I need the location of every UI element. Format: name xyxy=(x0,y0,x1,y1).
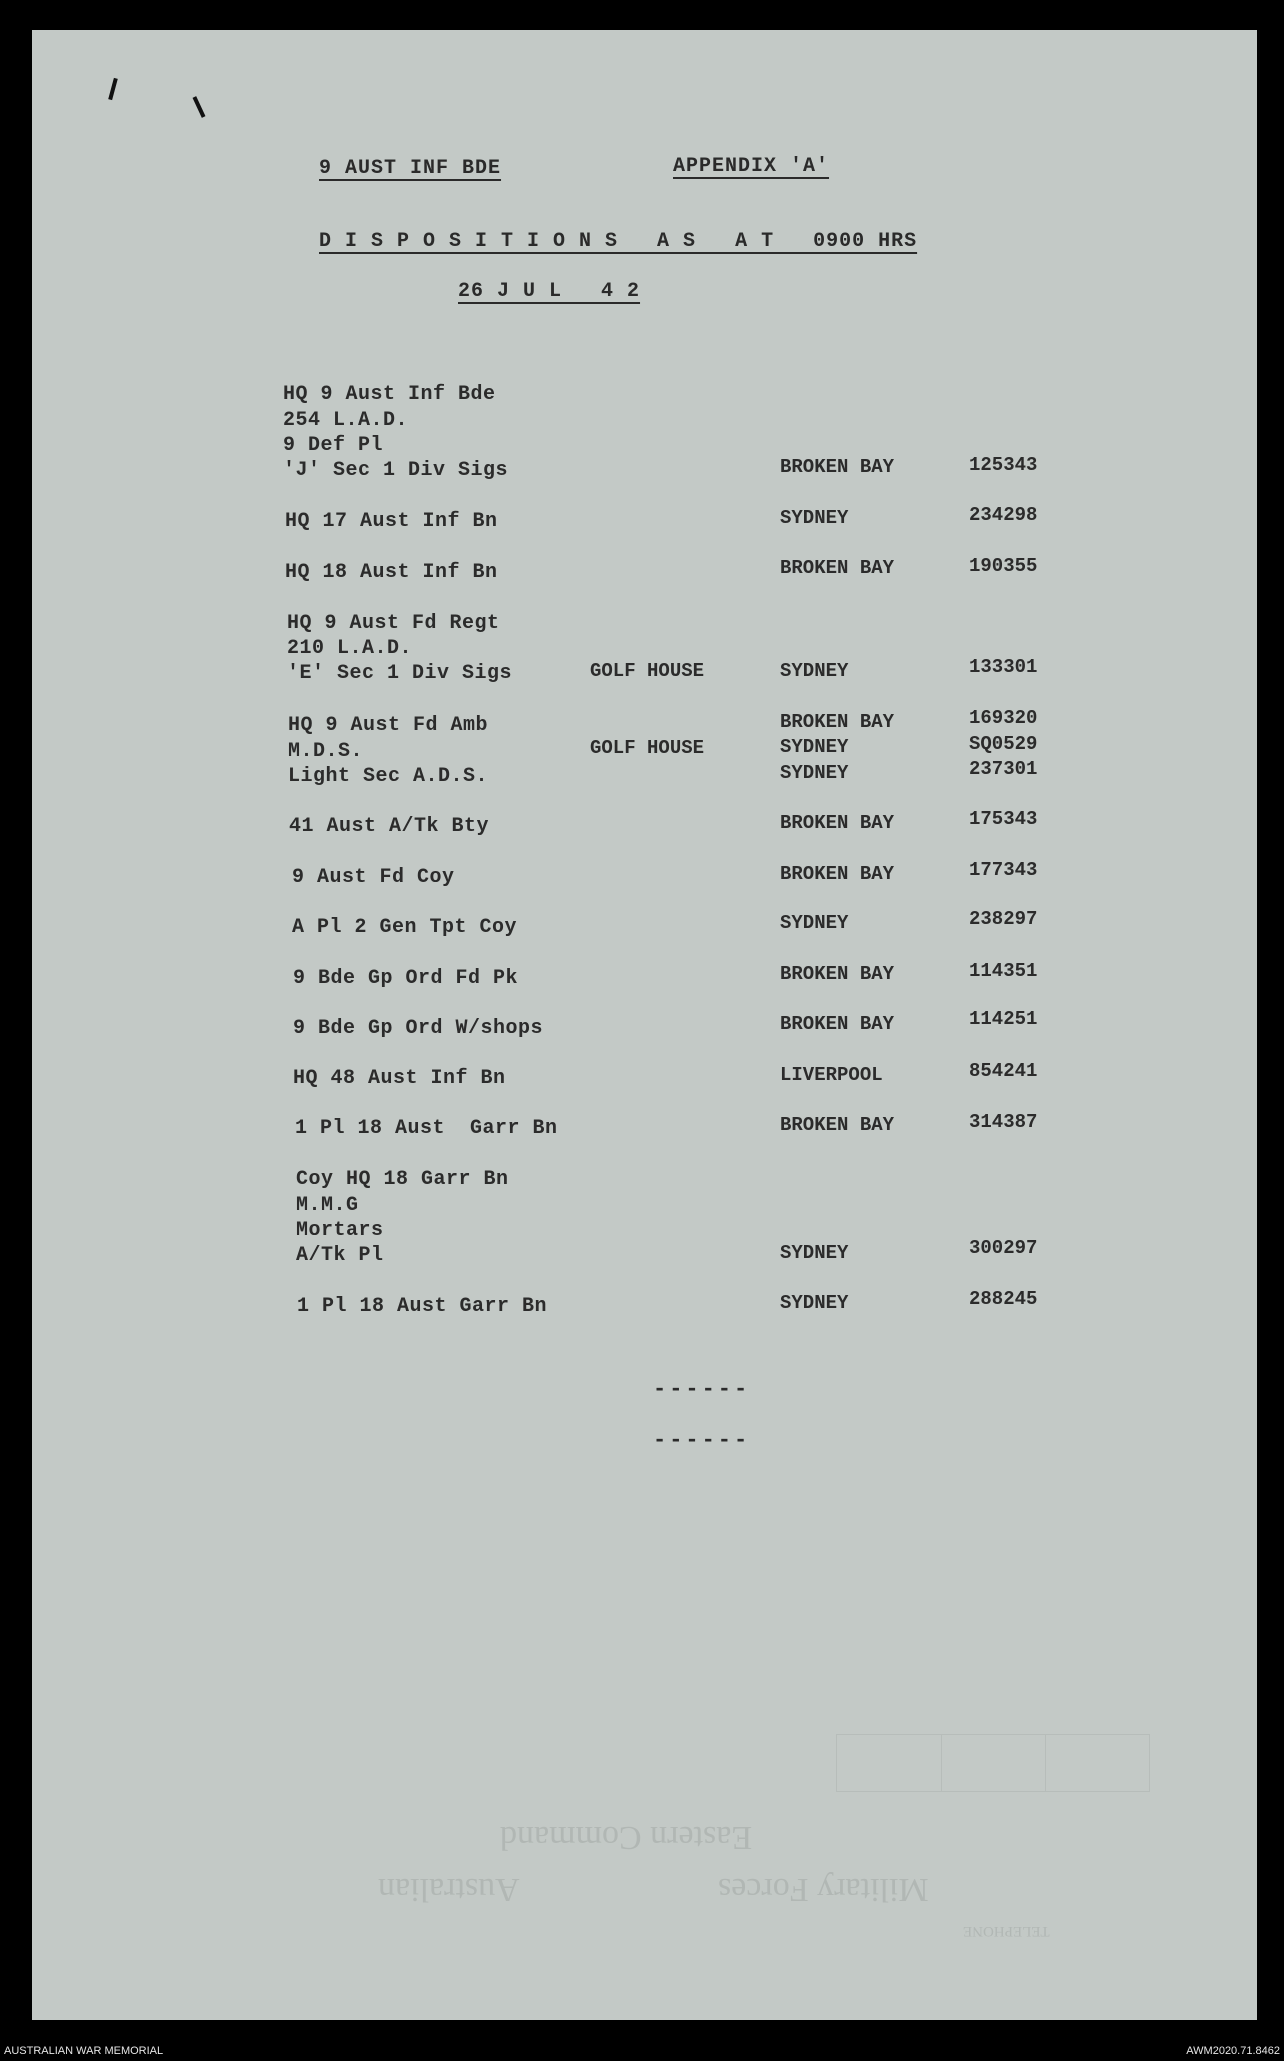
location: BROKEN BAY xyxy=(780,1114,895,1136)
unit-line: 9 Bde Gp Ord Fd Pk xyxy=(293,967,519,990)
unit-line: 210 L.A.D. xyxy=(287,637,413,660)
unit-line: 254 L.A.D. xyxy=(283,409,409,432)
letterhead-line: Australian xyxy=(378,1871,520,1908)
end-mark: ------ xyxy=(653,1428,751,1453)
letterhead-line: TELEPHONE xyxy=(963,1923,1050,1939)
unit-line: HQ 9 Aust Fd Regt xyxy=(287,612,500,635)
grid-ref: 175343 xyxy=(969,808,1038,830)
end-mark: ------ xyxy=(653,1377,751,1402)
grid-ref: 125343 xyxy=(969,454,1038,476)
reverse-box-row xyxy=(836,1734,1150,1792)
unit-line: HQ 18 Aust Inf Bn xyxy=(285,561,498,584)
location: BROKEN BAY xyxy=(780,963,895,985)
location: BROKEN BAY xyxy=(780,812,895,834)
location: SYDNEY xyxy=(780,1242,849,1264)
unit-line: 9 Bde Gp Ord W/shops xyxy=(293,1017,544,1040)
unit-line: A Pl 2 Gen Tpt Coy xyxy=(292,916,518,939)
grid-ref: 190355 xyxy=(969,555,1038,577)
unit-line: Light Sec A.D.S. xyxy=(288,765,489,788)
grid-ref: 238297 xyxy=(969,908,1038,930)
sub-location: GOLF HOUSE xyxy=(590,737,705,759)
location: BROKEN BAY xyxy=(780,863,895,885)
document-title: D I S P O S I T I O N S A S A T 0900 HRS xyxy=(319,230,918,253)
location: SYDNEY xyxy=(780,1292,849,1314)
location: SYDNEY xyxy=(780,762,849,784)
unit-line: Mortars xyxy=(296,1219,384,1242)
grid-ref: 169320 xyxy=(969,707,1038,729)
location: BROKEN BAY xyxy=(780,456,895,478)
document-date: 26 J U L 4 2 xyxy=(458,280,641,303)
unit-line: M.M.G xyxy=(296,1194,359,1217)
grid-ref: 288245 xyxy=(969,1288,1038,1310)
letterhead-line: Eastern Command xyxy=(500,1819,753,1856)
letterhead-line: Military Forces xyxy=(718,1871,929,1908)
grid-ref: 300297 xyxy=(969,1237,1038,1259)
grid-ref: 237301 xyxy=(969,758,1038,780)
grid-ref: 114351 xyxy=(969,960,1038,982)
unit-line: A/Tk Pl xyxy=(296,1244,384,1267)
unit-line: 'E' Sec 1 Div Sigs xyxy=(287,662,513,685)
location: BROKEN BAY xyxy=(780,711,895,733)
grid-ref: SQ0529 xyxy=(969,733,1038,755)
grid-ref: 114251 xyxy=(969,1008,1038,1030)
footer-credit: AUSTRALIAN WAR MEMORIAL xyxy=(4,2045,164,2057)
unit-line: HQ 9 Aust Fd Amb xyxy=(288,714,489,737)
location: SYDNEY xyxy=(780,912,849,934)
grid-ref: 133301 xyxy=(969,656,1038,678)
appendix-heading: APPENDIX 'A' xyxy=(673,155,830,178)
location: SYDNEY xyxy=(780,736,849,758)
grid-ref: 234298 xyxy=(969,504,1038,526)
unit-line: M.D.S. xyxy=(288,740,364,763)
unit-line: HQ 17 Aust Inf Bn xyxy=(285,510,498,533)
unit-line: Coy HQ 18 Garr Bn xyxy=(296,1168,509,1191)
location: SYDNEY xyxy=(780,507,849,529)
location: LIVERPOOL xyxy=(780,1064,883,1086)
grid-ref: 314387 xyxy=(969,1111,1038,1133)
unit-heading: 9 AUST INF BDE xyxy=(319,157,502,180)
unit-line: 41 Aust A/Tk Bty xyxy=(289,815,490,838)
sub-location: GOLF HOUSE xyxy=(590,660,705,682)
unit-line: HQ 9 Aust Inf Bde xyxy=(283,383,496,406)
unit-line: HQ 48 Aust Inf Bn xyxy=(293,1067,506,1090)
unit-line: 'J' Sec 1 Div Sigs xyxy=(283,459,509,482)
unit-line: 9 Aust Fd Coy xyxy=(292,866,455,889)
unit-line: 9 Def Pl xyxy=(283,434,384,457)
unit-line: 1 Pl 18 Aust Garr Bn xyxy=(295,1117,558,1140)
footer-accession: AWM2020.71.8462 xyxy=(1186,2045,1280,2057)
location: BROKEN BAY xyxy=(780,557,895,579)
grid-ref: 854241 xyxy=(969,1060,1038,1082)
grid-ref: 177343 xyxy=(969,859,1038,881)
location: SYDNEY xyxy=(780,660,849,682)
document-page xyxy=(32,30,1257,2020)
location: BROKEN BAY xyxy=(780,1013,895,1035)
unit-line: 1 Pl 18 Aust Garr Bn xyxy=(297,1295,548,1318)
